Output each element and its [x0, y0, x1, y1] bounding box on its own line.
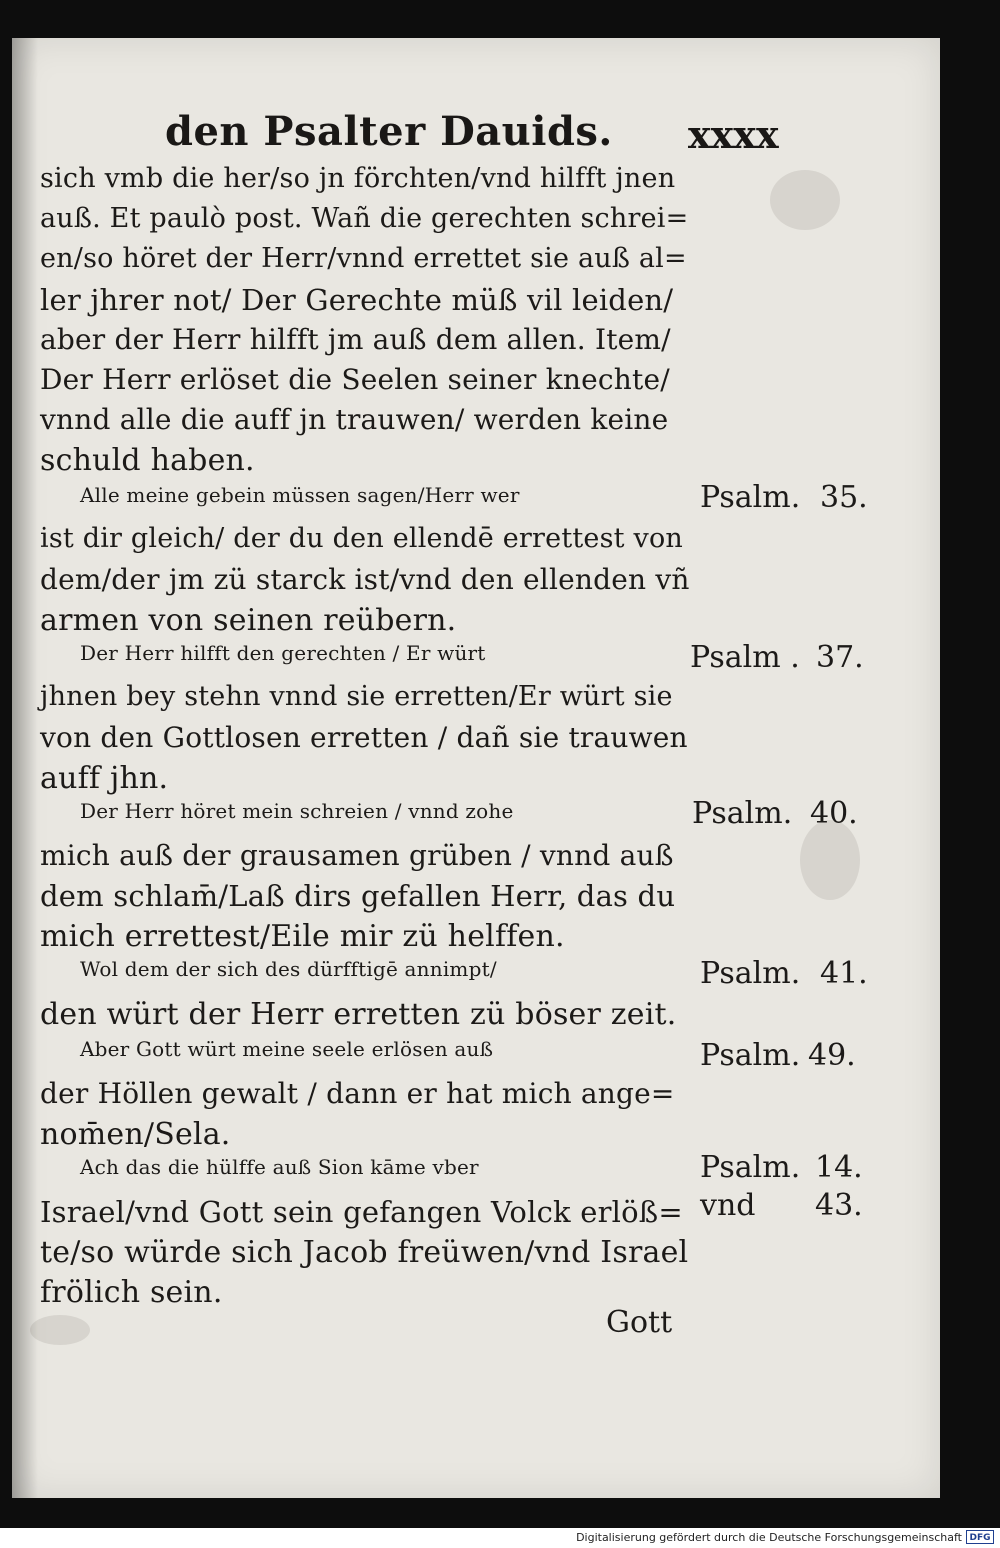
reference-number: 41.: [820, 956, 868, 991]
text-line: schuld haben.: [40, 443, 255, 478]
text-line: mich auß der grausamen grüben / vnnd auß: [40, 839, 674, 872]
text-line: Der Herr erlöset die Seelen seiner knechte/: [40, 363, 670, 396]
text-line: mich errettest/Eile mir zü helffen.: [40, 919, 565, 954]
reference-number: 40.: [810, 796, 858, 831]
text-line: Der Herr hilfft den gerechten / Er würt: [80, 641, 486, 665]
text-line: auff jhn.: [40, 761, 169, 796]
text-line: von den Gottlosen erretten / dañ sie trauwen: [40, 721, 688, 754]
dfg-logo: DFG: [966, 1530, 994, 1544]
reference-label: Psalm .: [690, 640, 800, 675]
text-line: aber der Herr hilfft jm auß dem allen. Item/: [40, 323, 671, 356]
text-line: Wol dem der sich des dürfftigē annimpt/: [80, 957, 497, 981]
reference-label: Psalm.: [700, 956, 801, 991]
text-line: Alle meine gebein müssen sagen/Herr wer: [80, 483, 520, 507]
text-line: ler jhrer not/ Der Gerechte müß vil leiden/: [40, 283, 674, 317]
text-line: dem schlam̄/Laß dirs gefallen Herr, das du: [40, 879, 676, 913]
text-line: sich vmb die her/so jn förchten/vnd hilfft jnen: [40, 163, 676, 194]
reference-label: Psalm.: [692, 796, 793, 831]
ink-smudge: [30, 1315, 90, 1345]
text-line: dem/der jm zü starck ist/vnd den ellenden vñ: [40, 563, 690, 596]
reference-label: Psalm.: [700, 1038, 801, 1073]
text-line: en/so höret der Herr/vnnd errettet sie auß al=: [40, 243, 687, 274]
text-line: vnnd alle die auff jn trauwen/ werden keine: [40, 403, 669, 436]
reference-number: 14.: [815, 1150, 863, 1185]
footer-bar: [0, 1528, 1000, 1548]
text-line: nom̄en/Sela.: [40, 1117, 231, 1152]
text-line: der Höllen gewalt / dann er hat mich ange=: [40, 1077, 675, 1110]
text-line: den würt der Herr erretten zü böser zeit.: [40, 997, 677, 1032]
text-line: Aber Gott würt meine seele erlösen auß: [80, 1037, 494, 1061]
reference-label: Psalm.: [700, 480, 801, 515]
gutter-shadow: [12, 38, 38, 1498]
text-line: Der Herr höret mein schreien / vnnd zohe: [80, 799, 514, 823]
text-line: jhnen bey stehn vnnd sie erretten/Er würt sie: [40, 681, 673, 712]
funding-credit: Digitalisierung gefördert durch die Deutsche Forschungsgemeinschaft: [576, 1531, 962, 1544]
reference-number: 35.: [820, 480, 868, 515]
text-line: auß. Et paulò post. Wañ die gerechten schrei=: [40, 203, 689, 234]
text-line: Israel/vnd Gott sein gefangen Volck erlöß=: [40, 1195, 683, 1229]
reference-number: 43.: [815, 1188, 863, 1223]
reference-number: 49.: [808, 1038, 856, 1073]
text-line: frölich sein.: [40, 1275, 223, 1310]
text-line: armen von seinen reübern.: [40, 603, 457, 638]
reference-number: 37.: [816, 640, 864, 675]
running-header: den Psalter Dauids.: [165, 108, 613, 155]
text-line: Ach das die hülffe auß Sion kāme vber: [80, 1155, 479, 1179]
text-line: te/so würde sich Jacob freüwen/vnd Israel: [40, 1235, 689, 1270]
catchword: Gott: [606, 1305, 673, 1340]
text-line: ist dir gleich/ der du den ellendē errettest von: [40, 523, 683, 554]
folio-number: xxxx: [688, 112, 779, 157]
reference-label: Psalm.: [700, 1150, 801, 1185]
reference-label: vnd: [700, 1188, 756, 1223]
ink-smudge: [800, 820, 860, 900]
ink-smudge: [770, 170, 840, 230]
